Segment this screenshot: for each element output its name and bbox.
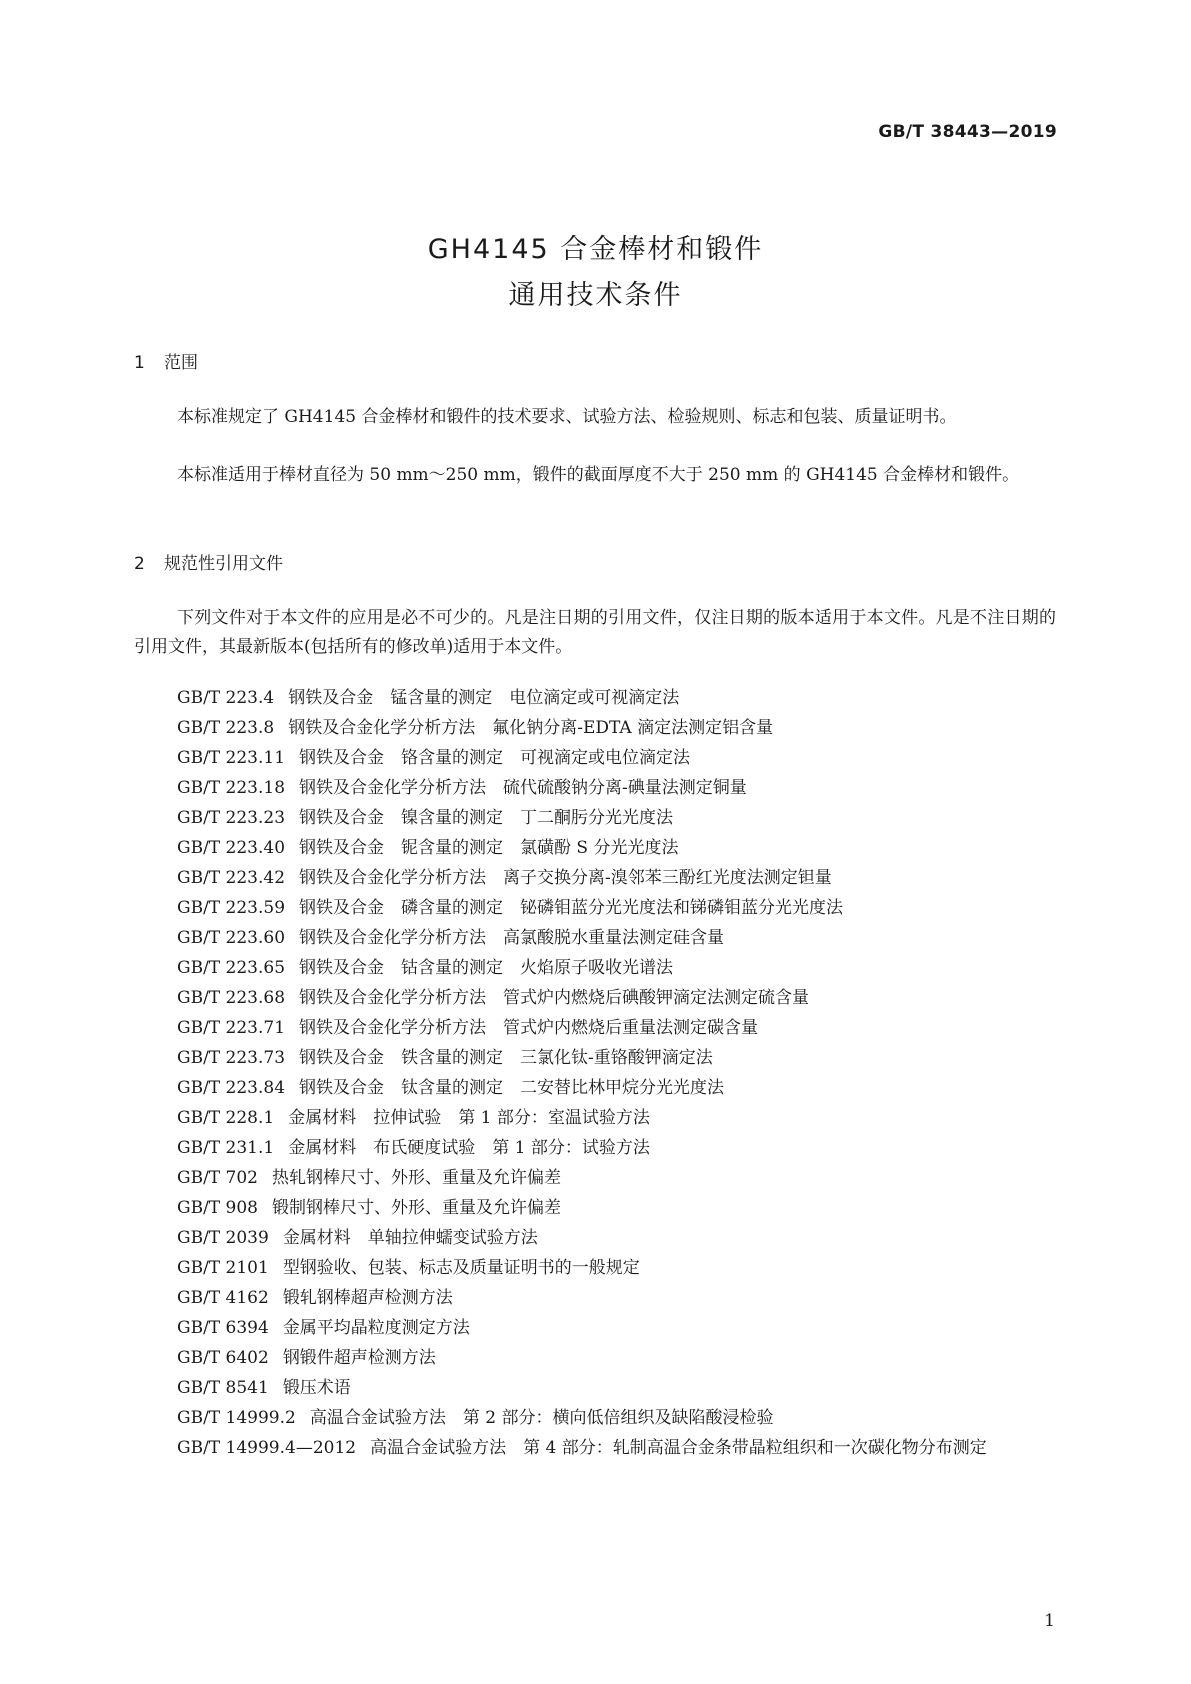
reference-item <box>134 953 1056 983</box>
reference-code: GB/T 14999.4—2012 <box>177 1438 357 1458</box>
reference-title: 型钢验收、包装、标志及质量证明书的一般规定 <box>282 1258 640 1278</box>
reference-title: 钢铁及合金化学分析方法 氟化钠分离-EDTA 滴定法测定铝含量 <box>288 718 774 738</box>
reference-title: 钢铁及合金 铬含量的测定 可视滴定或电位滴定法 <box>299 748 691 768</box>
reference-title: 金属材料 拉伸试验 第 1 部分：室温试验方法 <box>288 1108 650 1128</box>
reference-code: GB/T 223.8 <box>177 718 275 738</box>
reference-item <box>134 743 1056 773</box>
reference-code: GB/T 223.42 <box>177 868 286 888</box>
references-intro: 下列文件对于本文件的应用是必不可少的。凡是注日期的引用文件，仅注日期的版本适用于本文件。凡是不注日期的引用文件，其最新版本(包括所有的修改单)适用于本文件。 <box>134 608 1056 657</box>
section-1-heading <box>134 348 198 373</box>
reference-title: 高温合金试验方法 第 4 部分：轧制高温合金条带晶粒组织和一次碳化物分布测定 <box>370 1438 987 1458</box>
reference-title: 钢铁及合金 镍含量的测定 丁二酮肟分光光度法 <box>299 808 674 828</box>
reference-item <box>134 983 1056 1013</box>
reference-code: GB/T 223.73 <box>177 1048 286 1068</box>
reference-item <box>134 1433 1056 1463</box>
reference-title: 钢铁及合金化学分析方法 硫代硫酸钠分离-碘量法测定铜量 <box>299 778 747 798</box>
reference-item <box>134 893 1056 923</box>
reference-item <box>134 1223 1056 1253</box>
reference-code: GB/T 223.68 <box>177 988 286 1008</box>
reference-item <box>134 863 1056 893</box>
reference-item <box>134 1253 1056 1283</box>
document-title-line-2: 通用技术条件 <box>508 280 683 311</box>
reference-item <box>134 1103 1056 1133</box>
reference-code: GB/T 223.23 <box>177 808 286 828</box>
reference-title: 钢铁及合金化学分析方法 高氯酸脱水重量法测定硅含量 <box>299 928 725 948</box>
reference-title: 金属材料 布氏硬度试验 第 1 部分：试验方法 <box>288 1138 650 1158</box>
reference-code: GB/T 223.60 <box>177 928 286 948</box>
reference-title: 钢铁及合金化学分析方法 管式炉内燃烧后重量法测定碳含量 <box>299 1018 759 1038</box>
reference-code: GB/T 6394 <box>177 1318 269 1338</box>
reference-title: 热轧钢棒尺寸、外形、重量及允许偏差 <box>272 1168 561 1188</box>
reference-code: GB/T 223.18 <box>177 778 286 798</box>
reference-title: 钢铁及合金 磷含量的测定 铋磷钼蓝分光光度法和锑磷钼蓝分光光度法 <box>299 898 844 918</box>
reference-code: GB/T 223.40 <box>177 838 286 858</box>
reference-item <box>134 773 1056 803</box>
reference-title: 钢铁及合金 钴含量的测定 火焰原子吸收光谱法 <box>299 958 674 978</box>
reference-title: 金属平均晶粒度测定方法 <box>282 1318 470 1338</box>
reference-title: 钢锻件超声检测方法 <box>282 1348 436 1368</box>
reference-code: GB/T 908 <box>177 1198 258 1218</box>
reference-title: 钢铁及合金 铁含量的测定 三氯化钛-重铬酸钾滴定法 <box>299 1048 713 1068</box>
reference-code: GB/T 223.71 <box>177 1018 286 1038</box>
reference-title: 钢铁及合金化学分析方法 管式炉内燃烧后碘酸钾滴定法测定硫含量 <box>299 988 810 1008</box>
reference-code: GB/T 228.1 <box>177 1108 275 1128</box>
reference-code: GB/T 223.4 <box>177 688 275 708</box>
reference-title: 钢铁及合金 铌含量的测定 氯磺酚 S 分光光度法 <box>299 838 679 858</box>
reference-item <box>134 833 1056 863</box>
section-number: 1 <box>134 353 145 373</box>
reference-title: 金属材料 单轴拉伸蠕变试验方法 <box>282 1228 538 1248</box>
reference-list <box>134 683 1056 1463</box>
reference-item <box>134 923 1056 953</box>
scope-paragraph-1: 本标准规定了 GH4145 合金棒材和锻件的技术要求、试验方法、检验规则、标志和包装、质量证明书。 <box>177 407 957 427</box>
reference-code: GB/T 8541 <box>177 1378 269 1398</box>
reference-code: GB/T 702 <box>177 1168 258 1188</box>
reference-item <box>134 1283 1056 1313</box>
reference-item <box>134 1133 1056 1163</box>
reference-item <box>134 1373 1056 1403</box>
reference-code: GB/T 6402 <box>177 1348 269 1368</box>
reference-code: GB/T 223.11 <box>177 748 286 768</box>
reference-title: 钢铁及合金化学分析方法 离子交换分离-溴邻苯三酚红光度法测定钽量 <box>299 868 832 888</box>
reference-item <box>134 1163 1056 1193</box>
reference-item <box>134 713 1056 743</box>
section-number: 2 <box>134 554 145 574</box>
reference-code: GB/T 2039 <box>177 1228 269 1248</box>
document-title-line-1: GH4145 合金棒材和锻件 <box>427 234 764 265</box>
reference-item <box>134 1193 1056 1223</box>
reference-title: 锻压术语 <box>282 1378 351 1398</box>
reference-title: 高温合金试验方法 第 2 部分：横向低倍组织及缺陷酸浸检验 <box>309 1408 774 1428</box>
reference-title: 钢铁及合金 钛含量的测定 二安替比林甲烷分光光度法 <box>299 1078 725 1098</box>
reference-code: GB/T 2101 <box>177 1258 269 1278</box>
standard-code: GB/T 38443—2019 <box>878 122 1057 142</box>
reference-title: 锻制钢棒尺寸、外形、重量及允许偏差 <box>272 1198 561 1218</box>
section-title: 范围 <box>164 353 198 373</box>
reference-code: GB/T 223.59 <box>177 898 286 918</box>
reference-item <box>134 1043 1056 1073</box>
reference-code: GB/T 223.65 <box>177 958 286 978</box>
reference-title: 锻轧钢棒超声检测方法 <box>282 1288 453 1308</box>
reference-item <box>134 1403 1056 1433</box>
reference-item <box>134 1343 1056 1373</box>
reference-item <box>134 683 1056 713</box>
reference-code: GB/T 231.1 <box>177 1138 275 1158</box>
page-number: 1 <box>1044 1611 1055 1631</box>
section-2-heading <box>134 549 283 574</box>
scope-paragraph-2: 本标准适用于棒材直径为 50 mm～250 mm，锻件的截面厚度不大于 250 mm 的 GH4145 合金棒材和锻件。 <box>177 465 1020 485</box>
reference-item <box>134 1013 1056 1043</box>
section-title: 规范性引用文件 <box>164 554 283 574</box>
reference-item <box>134 1073 1056 1103</box>
reference-item <box>134 1313 1056 1343</box>
reference-title: 钢铁及合金 锰含量的测定 电位滴定或可视滴定法 <box>288 688 680 708</box>
reference-code: GB/T 223.84 <box>177 1078 286 1098</box>
reference-item <box>134 803 1056 833</box>
reference-code: GB/T 4162 <box>177 1288 269 1308</box>
reference-code: GB/T 14999.2 <box>177 1408 296 1428</box>
